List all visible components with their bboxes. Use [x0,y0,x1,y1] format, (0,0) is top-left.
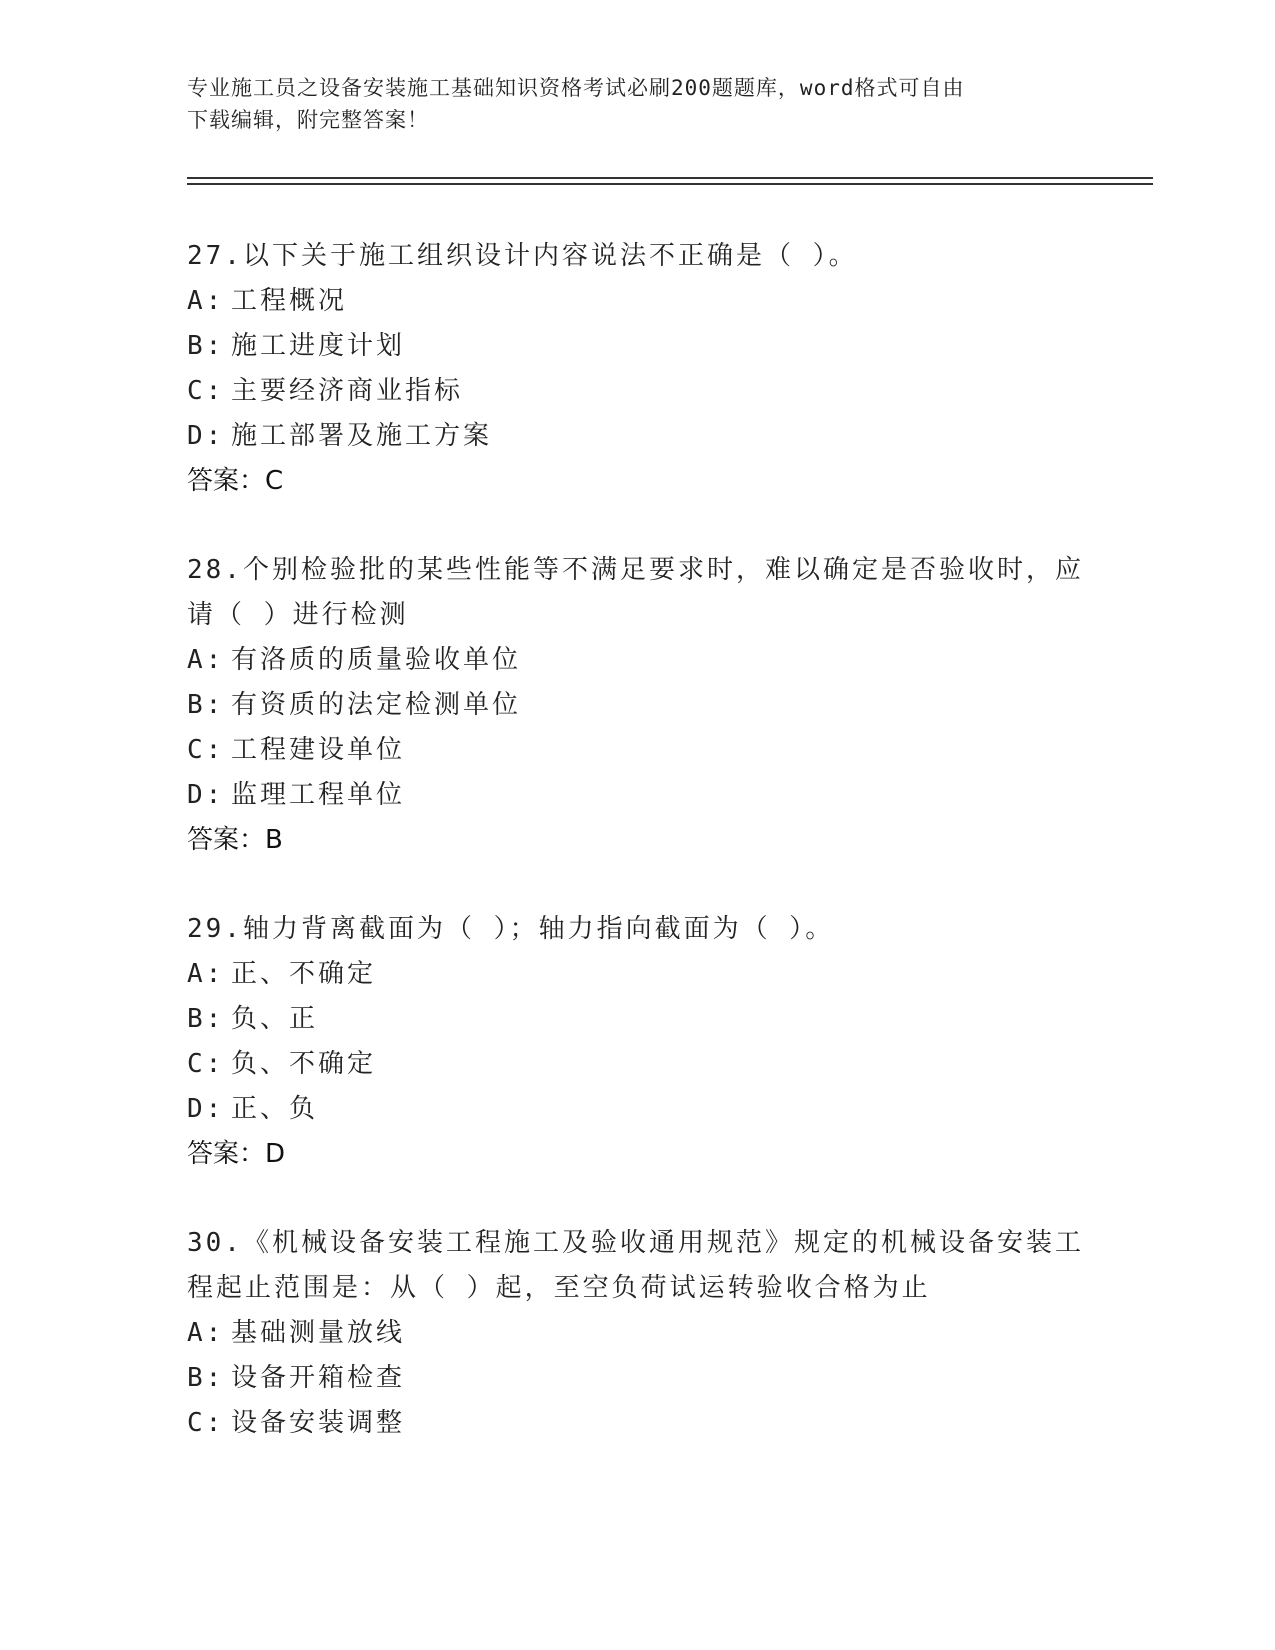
option-a [187,638,1087,683]
option-text: 基础测量放线 [231,1318,406,1348]
option-c [187,728,1087,773]
option-text: 有洛质的质量验收单位 [231,645,522,675]
question-28 [187,548,1087,863]
option-d [187,1087,1087,1132]
option-letter: D: [187,1094,225,1124]
option-letter: A: [187,645,225,675]
option-text: 负、正 [231,1004,319,1034]
question-29 [187,907,1087,1177]
answer-key: 答案：C [187,466,284,496]
question-27 [187,234,1087,504]
option-letter: B: [187,331,225,361]
answer-key: 答案：B [187,825,283,855]
header-divider-bottom [187,183,1153,185]
option-letter: D: [187,421,225,451]
option-letter: B: [187,690,225,720]
option-text: 主要经济商业指标 [231,376,464,406]
option-text: 施工部署及施工方案 [231,421,493,451]
option-d [187,414,1087,459]
option-b [187,997,1087,1042]
document-header [187,72,1067,136]
option-a [187,952,1087,997]
option-text: 监理工程单位 [231,780,406,810]
option-letter: B: [187,1363,225,1393]
option-text: 工程概况 [231,286,348,316]
option-d [187,773,1087,818]
question-list [187,234,1087,1490]
option-letter: A: [187,959,225,989]
option-c [187,369,1087,414]
header-divider-top [187,177,1153,179]
option-text: 工程建设单位 [231,735,406,765]
question-stem: 29.轴力背离截面为（ ）；轴力指向截面为（ ）。 [187,914,835,944]
option-letter: C: [187,1049,225,1079]
question-stem: 30.《机械设备安装工程施工及验收通用规范》规定的机械设备安装工程起止范围是：从（ ）起，至空负荷试运转验收合格为止 [187,1228,1084,1303]
option-text: 正、负 [231,1094,319,1124]
option-text: 正、不确定 [231,959,377,989]
option-letter: C: [187,376,225,406]
answer-key: 答案：D [187,1139,286,1169]
option-letter: A: [187,1318,225,1348]
option-letter: C: [187,1408,225,1438]
option-a [187,1311,1087,1356]
question-stem: 27.以下关于施工组织设计内容说法不正确是（ ）。 [187,241,858,271]
option-b [187,683,1087,728]
option-c [187,1042,1087,1087]
question-stem: 28.个别检验批的某些性能等不满足要求时，难以确定是否验收时，应请（ ）进行检测 [187,555,1084,630]
option-text: 设备开箱检查 [231,1363,406,1393]
option-c [187,1401,1087,1446]
option-a [187,279,1087,324]
header-line-1: 专业施工员之设备安装施工基础知识资格考试必刷200题题库，word格式可自由 [187,76,965,100]
option-letter: A: [187,286,225,316]
header-line-2: 下载编辑，附完整答案！ [187,108,429,132]
option-b [187,1356,1087,1401]
option-letter: D: [187,780,225,810]
option-text: 设备安装调整 [231,1408,406,1438]
option-text: 有资质的法定检测单位 [231,690,522,720]
question-30 [187,1221,1087,1446]
option-letter: C: [187,735,225,765]
option-text: 负、不确定 [231,1049,377,1079]
option-letter: B: [187,1004,225,1034]
option-b [187,324,1087,369]
option-text: 施工进度计划 [231,331,406,361]
